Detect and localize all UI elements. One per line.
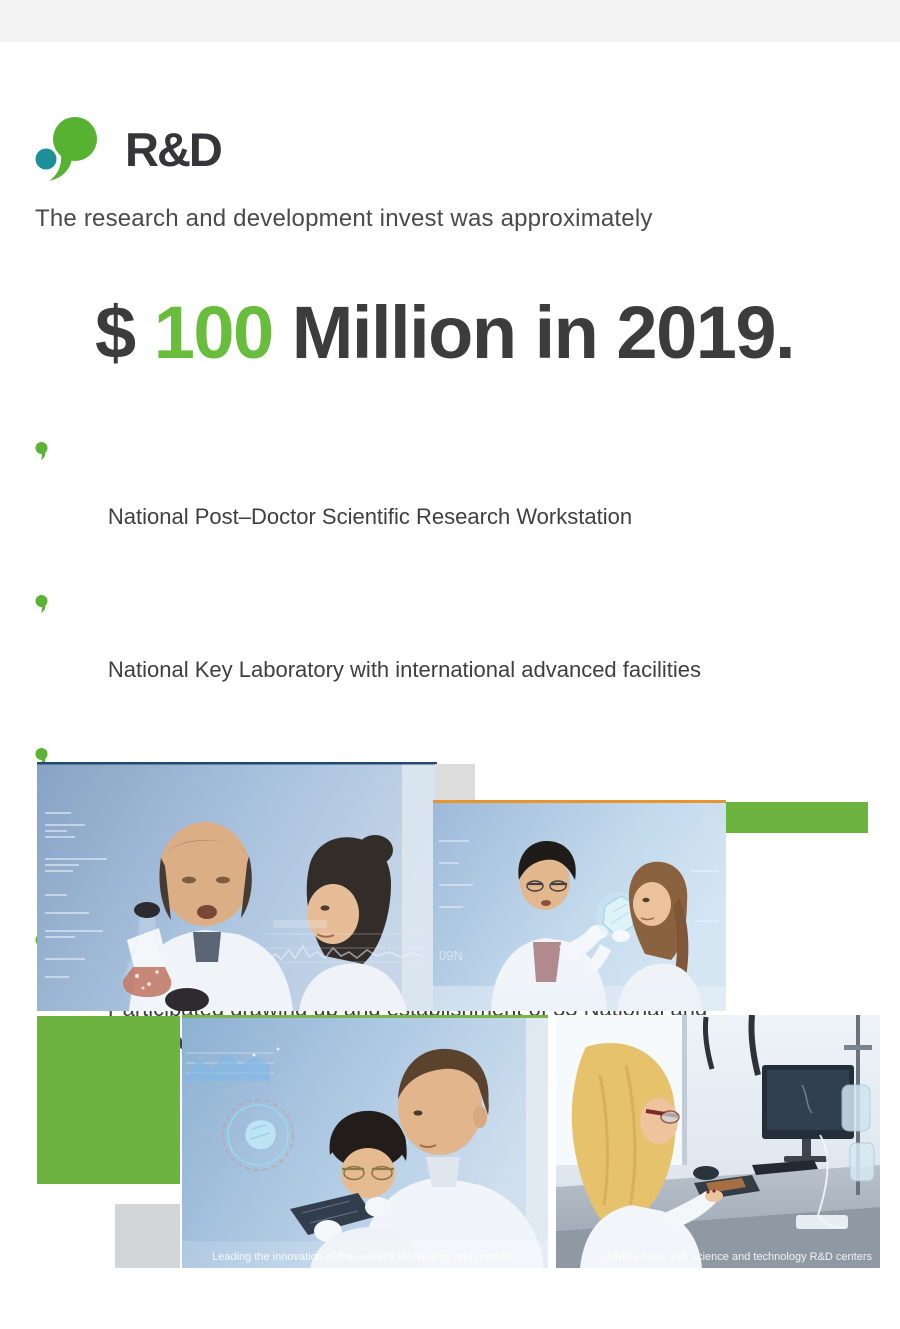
rd-center-photo: [556, 1015, 880, 1268]
section-header: [35, 112, 875, 186]
section-title: R&D: [125, 122, 221, 176]
hologram-label: 09N: [439, 948, 463, 963]
area-chart-overlay: [184, 1048, 280, 1082]
chilwee-logo-icon: [35, 112, 99, 186]
top-strip: [0, 0, 900, 42]
scientists-crystal-photo: [433, 800, 726, 1011]
bullet-text: National Post–Doctor Scientific Research Workstation: [107, 504, 633, 529]
mouse: [693, 1166, 719, 1180]
gray-accent-square: [435, 764, 475, 800]
bullet-text: National Key Laboratory with international advanced facilities: [107, 657, 702, 682]
scientists-flask-photo: [37, 762, 437, 1011]
bullet-item: [35, 587, 875, 719]
headline: [95, 291, 875, 374]
headline-dollar: $: [95, 291, 135, 374]
green-accent-bar: [726, 802, 868, 833]
intro-text: The research and development invest was approximately: [35, 205, 653, 232]
scientists-sample-photo: [182, 1015, 548, 1268]
comma-bullet-icon: [35, 595, 48, 613]
headline-rest: Million in 2019.: [291, 291, 795, 374]
bullet-item: [35, 434, 875, 566]
gray-accent-square-2: [115, 1204, 180, 1268]
headline-amount: 100: [153, 291, 273, 374]
photo-caption: Leading the innovation of the industry technology and products: [212, 1251, 518, 1263]
comma-bullet-icon: [35, 442, 48, 460]
green-accent-block: [37, 1016, 180, 1184]
photo-caption: Chilwee have built science and technology R&D centers: [599, 1251, 872, 1263]
